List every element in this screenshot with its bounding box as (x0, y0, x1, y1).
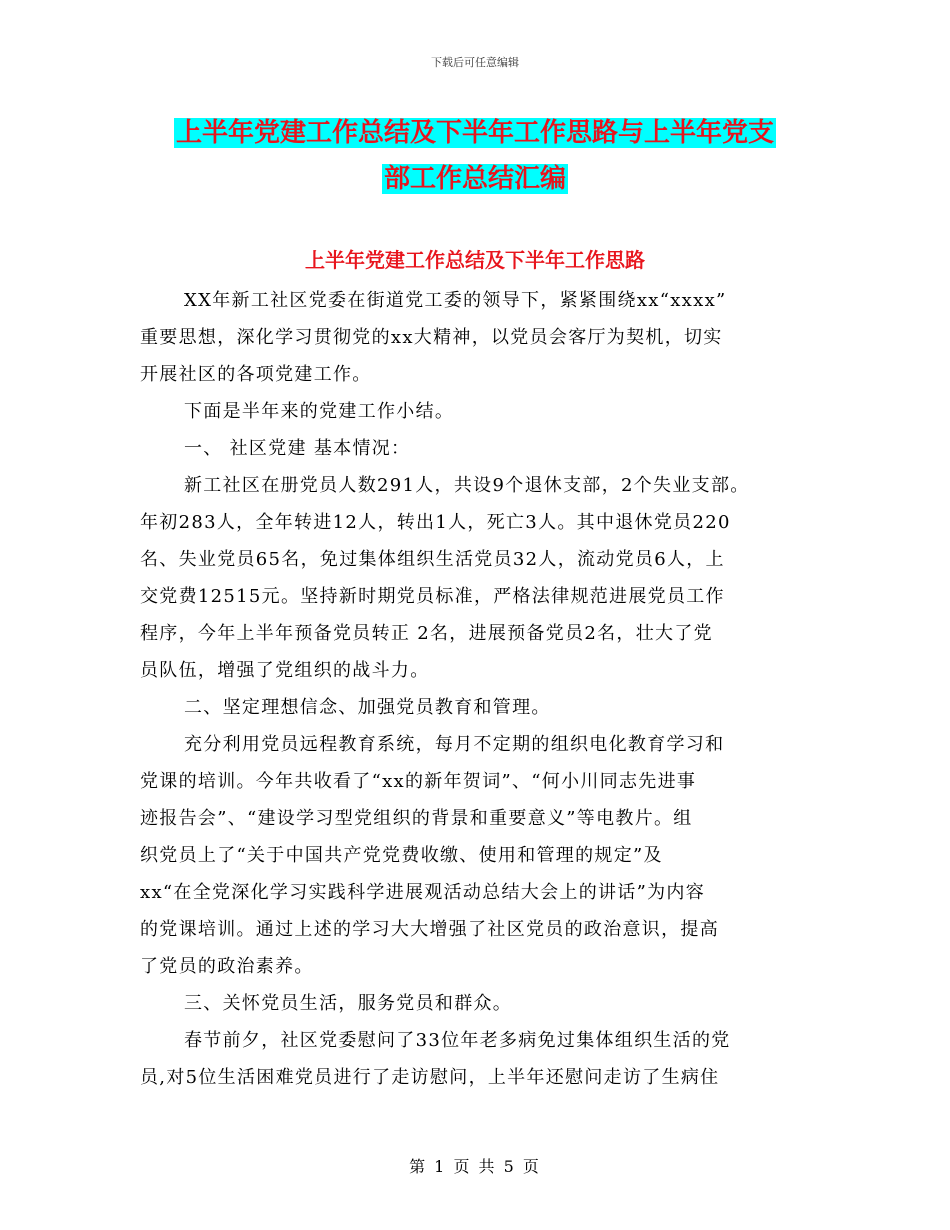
section-heading: 二、坚定理想信念、加强党员教育和管理。 (184, 697, 551, 718)
section-heading: 一、 社区党建 基本情况： (184, 438, 411, 459)
body-line: 交党费12515元。坚持新时期党员标准，严格法律规范进展党员工作 (140, 586, 725, 607)
section-title: 上半年党建工作总结及下半年工作思路 (305, 248, 645, 272)
document-body (140, 282, 812, 1096)
header-note: 下载后可任意编辑 (431, 56, 519, 69)
body-line: 程序，今年上半年预备党员转正 2名，进展预备党员2名，壮大了党 (140, 623, 713, 644)
body-line: 织党员上了“关于中国共产党党费收缴、使用和管理的规定”及 (140, 845, 663, 866)
title-line-1: 上半年党建工作总结及下半年工作思路与上半年党支 (175, 118, 774, 148)
body-line: 开展社区的各项党建工作。 (140, 364, 372, 385)
body-line: 党课的培训。今年共收看了“xx的新年贺词”、“何小川同志先进事 (140, 771, 697, 792)
page-footer: 第 1 页 共 5 页 (409, 1157, 541, 1176)
body-line: 迹报告会”、“建设学习型党组织的背景和重要意义”等电教片。组 (140, 808, 693, 829)
body-line: 的党课培训。通过上述的学习大大增强了社区党员的政治意识，提高 (140, 919, 719, 940)
body-line: 春节前夕，社区党委慰问了33位年老多病免过集体组织生活的党 (184, 1030, 731, 1051)
body-line: 员,对5位生活困难党员进行了走访慰问，上半年还慰问走访了生病住 (140, 1067, 720, 1088)
section-heading: 三、关怀党员生活，服务党员和群众。 (184, 993, 513, 1014)
body-line: 重要思想，深化学习贯彻党的xx大精神，以党员会客厅为契机，切实 (140, 327, 723, 348)
body-line: XX年新工社区党委在街道党工委的领导下，紧紧围绕xx“xxxx” (184, 290, 727, 311)
body-line: 员队伍，增强了党组织的战斗力。 (140, 660, 430, 681)
title-line-2: 部工作总结汇编 (383, 164, 566, 194)
body-line: 名、失业党员65名，免过集体组织生活党员32人，流动党员6人，上 (140, 549, 725, 570)
document-title (0, 110, 950, 202)
body-line: 了党员的政治素养。 (140, 956, 314, 977)
body-line: 下面是半年来的党建工作小结。 (184, 401, 455, 422)
body-line: xx“在全党深化学习实践科学进展观活动总结大会上的讲话”为内容 (140, 882, 706, 903)
body-line: 充分利用党员远程教育系统，每月不定期的组织电化教育学习和 (184, 734, 725, 755)
body-line: 年初283人，全年转进12人，转出1人，死亡3人。其中退休党员220 (140, 512, 731, 533)
body-line: 新工社区在册党员人数291人，共设9个退休支部，2个失业支部。 (184, 475, 750, 496)
